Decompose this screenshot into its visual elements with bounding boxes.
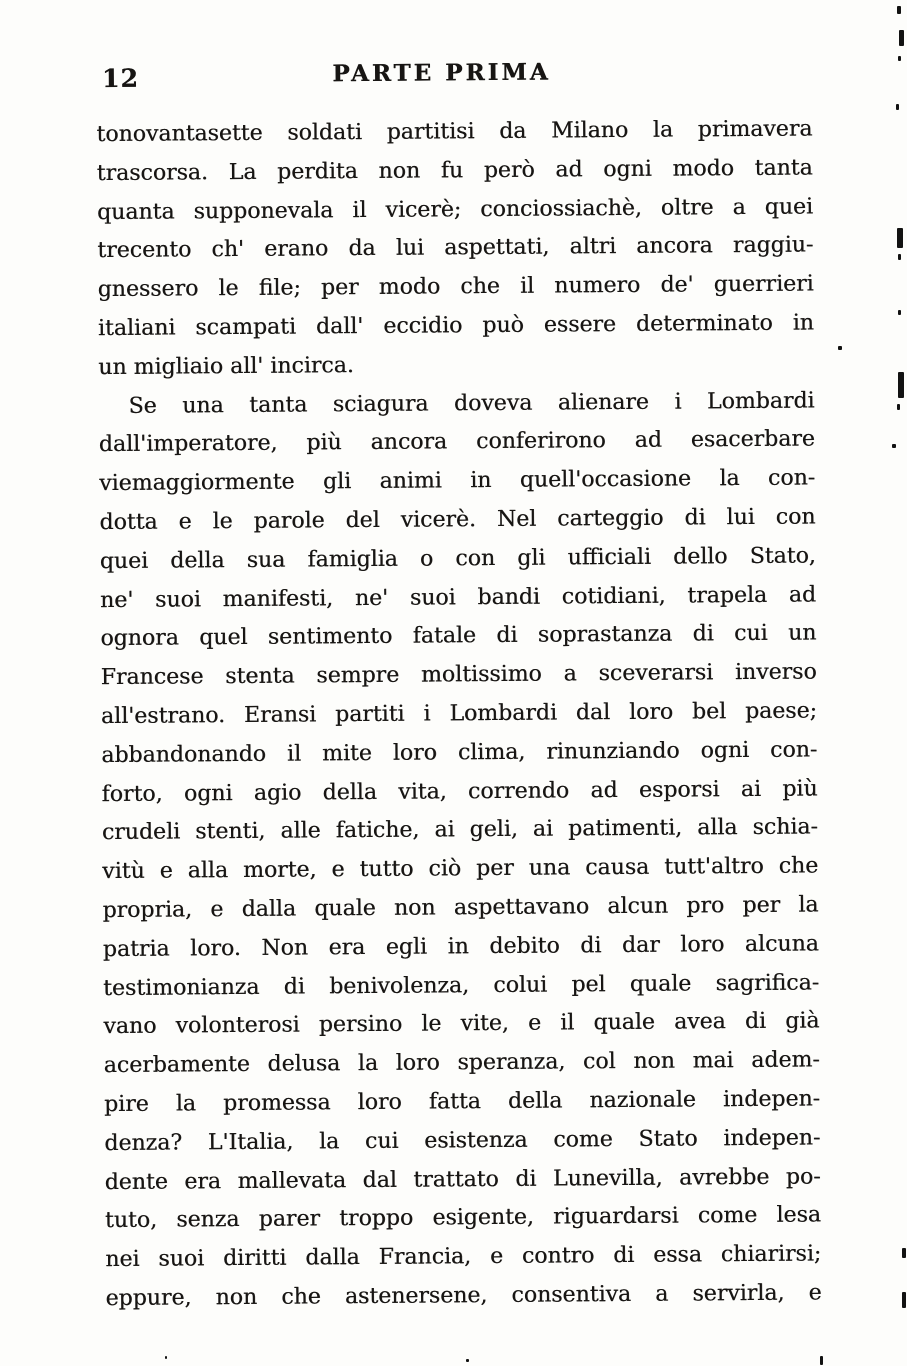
text-line: quanta supponevala il vicerè; conciossiachè, oltre a quei (96, 194, 814, 225)
text-line: denza? L'Italia, la cui esistenza come Stato indepen- (104, 1125, 821, 1156)
ink-speck (897, 228, 903, 248)
text-block (96, 110, 821, 1318)
ink-speck (896, 104, 899, 110)
text-line: propria, e dalla quale non aspettavano alcun pro per la (102, 892, 819, 924)
text-line: dotta e le parole del vicerè. Nel carteggio di lui con (99, 504, 816, 536)
text-line: ognora quel sentimento fatale di soprastanza di cui un (100, 620, 817, 652)
text-line: italiani scampati dall' eccidio può essere determinato in (97, 310, 815, 342)
text-line: trascorsa. La perdita non fu però ad ogni modo tanta (96, 155, 813, 186)
ink-speck (897, 404, 900, 410)
ink-speck (892, 444, 896, 448)
page-header (0, 56, 907, 105)
ink-speck (902, 1292, 906, 1308)
text-line: un migliaio all' incirca. (98, 352, 354, 380)
text-line: trecento ch' erano da lui aspettati, altri ancora raggiu- (97, 232, 814, 264)
text-line: gnessero le file; per modo che il numero de' guerrieri (97, 271, 814, 303)
ink-speck (897, 6, 901, 14)
text-line: eppure, non che astenersene, consentiva a servirla, e (105, 1280, 822, 1311)
text-line: forto, ogni agio della vita, correndo ad esporsi ai più (101, 776, 818, 807)
text-line: tuto, senza parer troppo esigente, riguardarsi come lesa (104, 1202, 822, 1234)
text-line: nei suoi diritti dalla Francia, e contro di essa chiarirsi; (105, 1241, 822, 1273)
text-line: pire la promessa loro fatta della nazionale indepen- (103, 1086, 821, 1117)
text-line: Francese stenta sempre moltissimo a sceverarsi inverso (100, 659, 817, 691)
text-line: vano volonterosi persino le vite, e il quale avea di già (103, 1008, 820, 1040)
text-line: acerbamente delusa la loro speranza, col non mai adem- (103, 1047, 820, 1079)
ink-speck (899, 30, 904, 46)
ink-speck (898, 372, 904, 398)
text-line: patria loro. Non era egli in debito di dar loro alcuna (102, 931, 819, 962)
text-line: Se una tanta sciagura doveva alienare i Lombardi (128, 388, 815, 419)
ink-speck (902, 1248, 906, 1258)
text-line: dente era mallevata dal trattato di Lunevilla, avrebbe po- (104, 1163, 821, 1195)
text-line: all'estrano. Eransi partiti i Lombardi dal loro bel paese; (100, 698, 818, 730)
ink-speck (165, 1356, 167, 1359)
text-line: ne' suoi manifesti, ne' suoi bandi cotidiani, trapela ad (99, 582, 817, 613)
text-line: abbandonando il mite loro clima, rinunziando ogni con- (101, 737, 818, 768)
text-line: tonovantasette soldati partitisi da Milano la primavera (96, 116, 813, 148)
ink-speck (898, 254, 901, 260)
text-line: vitù e alla morte, e tutto ciò per una causa tutt'altro che (102, 853, 819, 885)
ink-speck (898, 310, 901, 315)
text-line: dall'imperatore, più ancora conferirono ad esacerbare (98, 426, 815, 458)
ink-speck (466, 1359, 469, 1362)
ink-speck (820, 1356, 823, 1365)
ink-speck (838, 346, 842, 350)
page-number: 12 (101, 63, 139, 94)
text-line: crudeli stenti, alle fatiche, ai geli, ai patimenti, alla schia- (101, 814, 818, 846)
ink-speck (898, 56, 901, 61)
text-line: testimonianza di benivolenza, colui pel quale sagrifica- (103, 969, 820, 1001)
running-title: PARTE PRIMA (332, 58, 551, 88)
text-line: quei della sua famiglia o con gli ufficiali dello Stato, (99, 543, 816, 574)
text-line: viemaggiormente gli animi in quell'occasione la con- (99, 465, 816, 497)
